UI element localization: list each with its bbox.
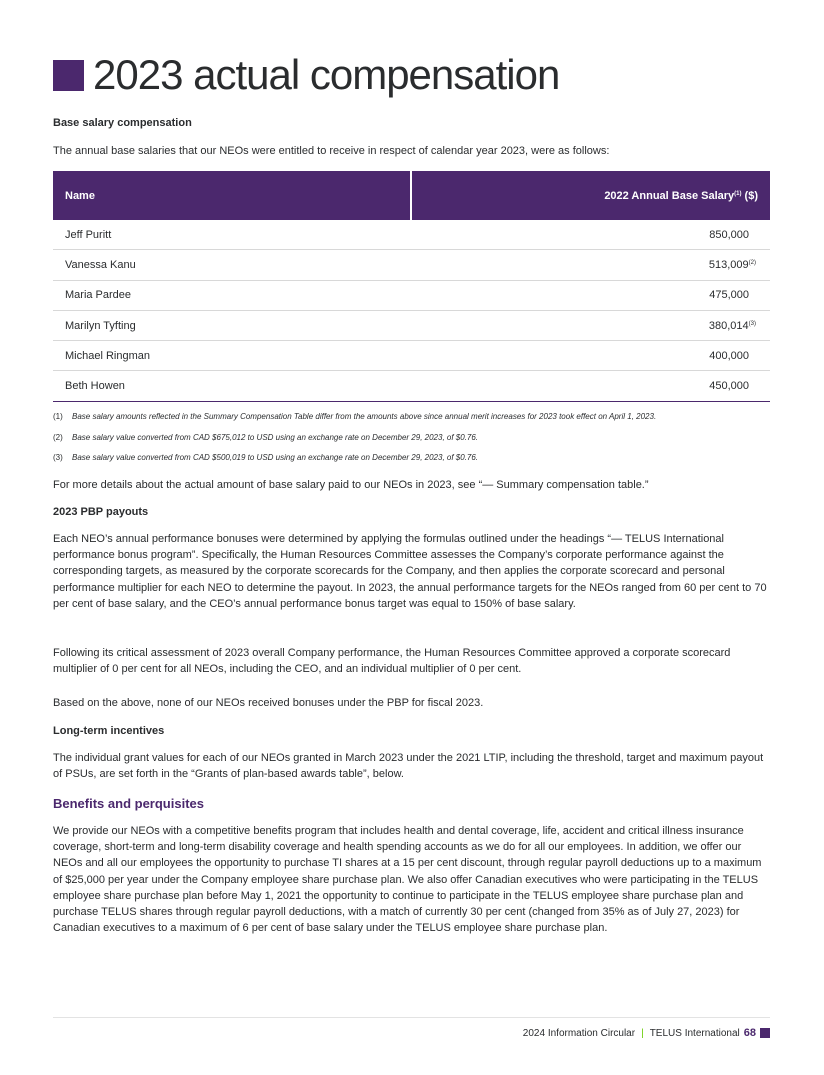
salary-table: [53, 171, 770, 402]
footnote: [53, 412, 656, 421]
table-row: [53, 341, 770, 371]
neo-name: Marilyn Tyfting: [53, 310, 411, 340]
footnote-number: (2): [53, 433, 63, 442]
pbp-para-1: Each NEO’s annual performance bonuses were determined by applying the formulas outlined under the headings “— TELUS International performance bonus program”. Specifically, the Human Resources Committee assesses the Company’s corporate performance against the corresponding targets, as measured by the corporate scorecards for the Company, and then applies the corporate scorecard and personal performance multiplier for each NEO to determine the payout. In 2023, the annual performance targets for the NEOs ranged from 60 per cent to 70 per cent of base salary, and the CEO’s annual performance bonus target was equal to 150% of base salary.: [53, 533, 767, 610]
neo-name: Beth Howen: [53, 371, 411, 401]
footer-company: TELUS International: [649, 1027, 740, 1039]
neo-name: Vanessa Kanu: [53, 250, 411, 280]
footnote-number: (3): [53, 453, 63, 462]
footer-separator: |: [641, 1027, 644, 1039]
base-salary-heading: Base salary compensation: [53, 117, 192, 129]
salary-table-header: [53, 171, 770, 220]
base-salary-intro: The annual base salaries that our NEOs were entitled to receive in respect of calendar year 2023, were as follows:: [53, 145, 610, 157]
page-title: 2023 actual compensation: [93, 51, 560, 98]
base-salary-value: 513,009$^{(2)}$: [411, 250, 770, 280]
neo-name: Michael Ringman: [53, 341, 411, 371]
table-row: [53, 310, 770, 340]
footnote-text: Base salary value converted from CAD $675,012 to USD using an exchange rate on December 29, 2023, of $0.76.: [72, 433, 479, 442]
footnote-text: Base salary amounts reflected in the Summary Compensation Table differ from the amounts above since annual merit increases for 2023 took effect on April 1, 2023.: [72, 412, 657, 421]
page-footer: [523, 1027, 770, 1039]
base-salary-value: 850,000: [411, 220, 770, 250]
title-row: [53, 52, 559, 98]
benefits-para: We provide our NEOs with a competitive benefits program that includes health and dental coverage, life, accident and critical illness insurance coverage, short-term and long-term disability coverage and health spending accounts as we do for all our employees. In addition, we offer our NEOs and all our employees the opportunity to purchase TI shares at a 15 per cent discount, through regular payroll deductions up to a maximum of $25,000 per year under the Company employee share purchase plan. We also offer Canadian executives who were participating in the TELUS employee share purchase plan before May 1, 2021 the opportunity to continue to participate in the TELUS employee share purchase plan and purchase TELUS shares through regular payroll deductions, with a match of currently 30 per cent (changed from 35% as of July 27, 2023) for Canadian executives to a maximum of 6 per cent of base salary under the TELUS employee share purchase plan.: [53, 825, 762, 935]
title-square-icon: [53, 60, 84, 91]
footnote: [53, 433, 478, 442]
base-salary-value: 400,000: [411, 341, 770, 371]
pbp-heading: 2023 PBP payouts: [53, 506, 149, 518]
footer-square-icon: [760, 1028, 770, 1038]
footnote: [53, 453, 478, 462]
base-salary-value: 380,014$^{(3)}$: [411, 310, 770, 340]
footnote-text: Base salary value converted from CAD $500,019 to USD using an exchange rate on December 29, 2023, of $0.76.: [72, 453, 479, 462]
neo-name: Maria Pardee: [53, 280, 411, 310]
footnote-number: (1): [53, 412, 63, 421]
lti-para: The individual grant values for each of our NEOs granted in March 2023 under the 2021 LTIP, including the threshold, target and maximum payout of PSUs, are set forth in the “Grants of plan-based awards table”, below.: [53, 752, 764, 781]
base-salary-value: 475,000: [411, 280, 770, 310]
benefits-heading: Benefits and perquisites: [53, 796, 204, 811]
table-row: [53, 250, 770, 280]
lti-heading: Long-term incentives: [53, 725, 165, 737]
footer-divider: [53, 1017, 770, 1018]
pbp-para-2: Following its critical assessment of 2023 overall Company performance, the Human Resources Committee approved a corporate scorecard multiplier of 0 per cent for all NEOs, including the CEO, and an individual multiplier of 0 per cent.: [53, 647, 731, 676]
neo-name: Jeff Puritt: [53, 220, 411, 250]
footer-doc-title: 2024 Information Circular: [522, 1027, 636, 1039]
page-number: 68: [743, 1027, 756, 1039]
table-row: [53, 371, 770, 401]
base-salary-value: 450,000: [411, 371, 770, 401]
table-row: [53, 220, 770, 250]
col-name-header: Name: [53, 171, 411, 220]
pbp-para-3: Based on the above, none of our NEOs received bonuses under the PBP for fiscal 2023.: [53, 697, 484, 709]
more-details-text: For more details about the actual amount of base salary paid to our NEOs in 2023, see “— Summary compensation table.”: [53, 479, 649, 491]
col-salary-header: 2022 Annual Base Salary$^{(1)}$ ($): [411, 171, 770, 220]
table-row: [53, 280, 770, 310]
